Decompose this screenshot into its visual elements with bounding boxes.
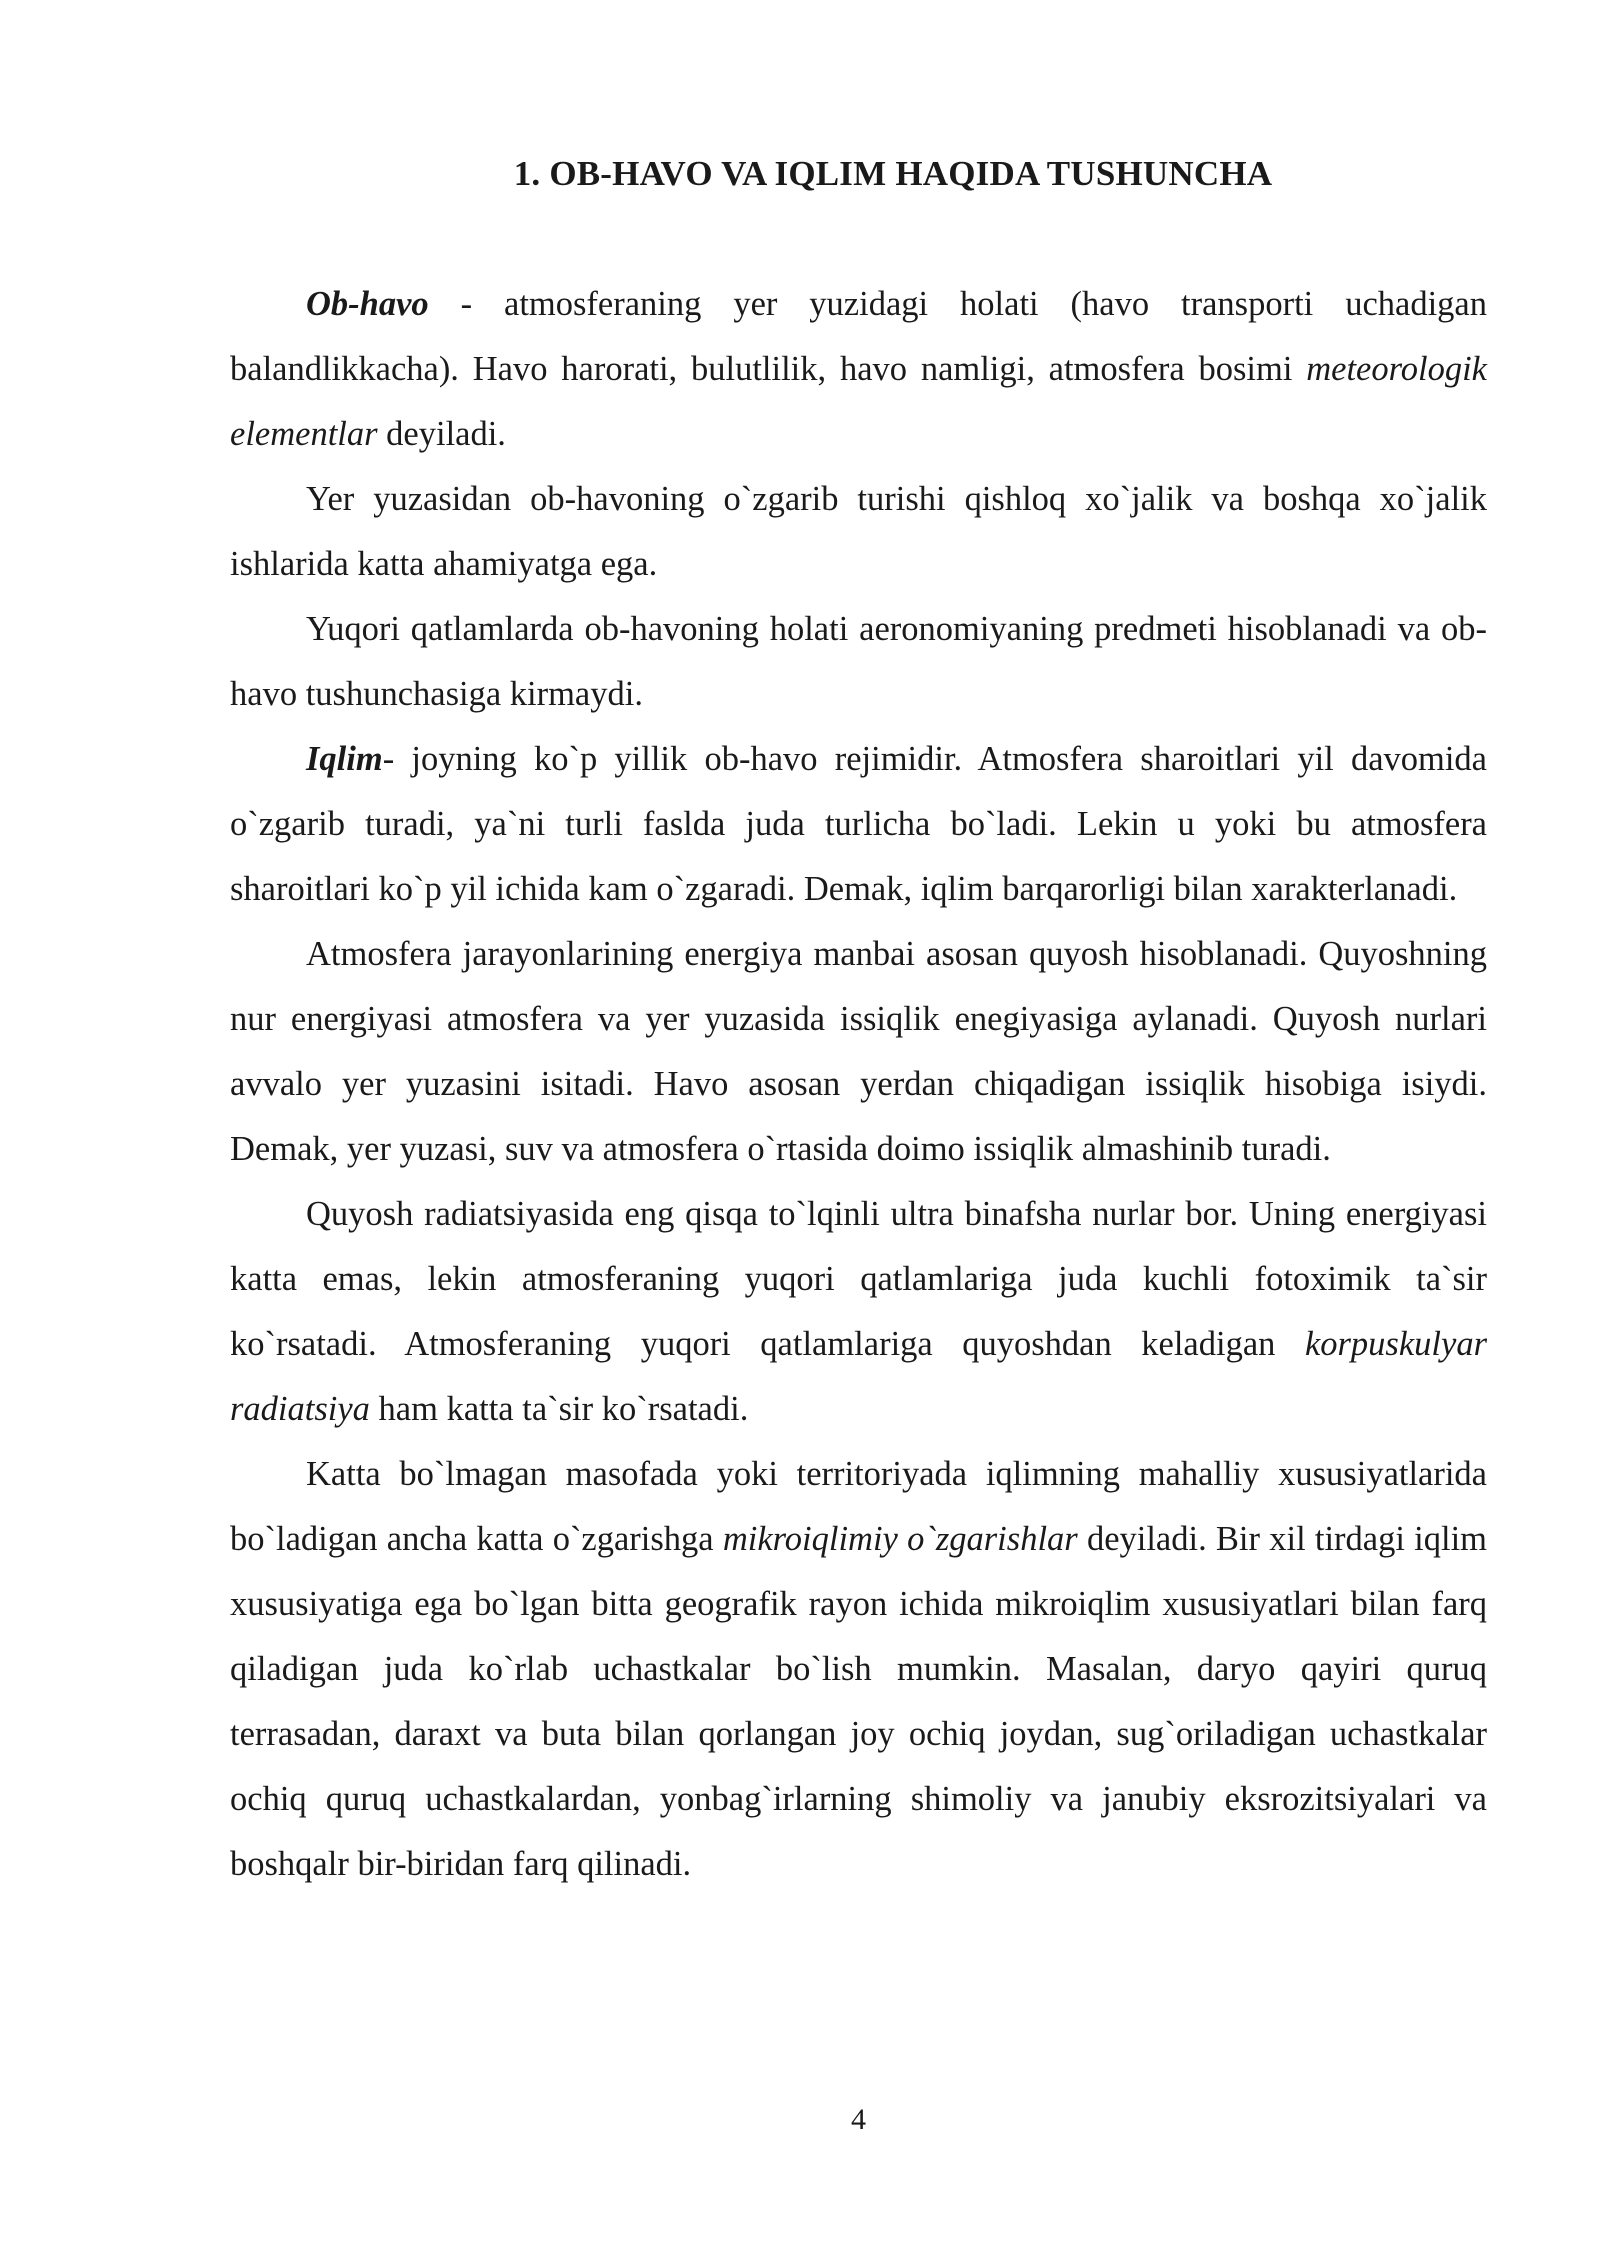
body-text	[230, 272, 1487, 1897]
paragraph-5: Atmosfera jarayonlarining energiya manbai asosan quyosh hisoblanadi. Quyoshning nur energiyasi atmosfera va yer yuzasida issiqlik enegiyasiga aylanadi. Quyosh nurlari avvalo yer yuzasini isitadi. Havo asosan yerdan chiqadigan issiqlik hisobiga isiydi. Demak, yer yuzasi, suv va atmosfera o`rtasida doimo issiqlik almashinib turadi.	[230, 935, 1487, 1168]
italic-term: meteorologik elementlar	[230, 350, 1487, 453]
italic-term: mikroiqlimiy o`zgarishlar	[722, 1520, 1078, 1558]
paragraph-6	[230, 1182, 1487, 1442]
paragraph-2: Yer yuzasidan ob-havoning o`zgarib turishi qishloq xo`jalik va boshqa xo`jalik ishlarida katta ahamiyatga ega.	[230, 480, 1487, 583]
paragraph-text: Katta bo`lmagan masofada yoki territoriyada iqlimning mahalliy xususiyatlarida bo`ladigan ancha katta o`zgarishga	[230, 1455, 1487, 1558]
paragraph-text: - joyning ko`p yillik ob-havo rejimidir. Atmosfera sharoitlari yil davomida o`zgarib turadi, ya`ni turli faslda juda turlicha bo`ladi. Lekin u yoki bu atmosfera sharoitlari ko`p yil ichida kam o`zgaradi. Demak, iqlim barqarorligi bilan xarakterlanadi.	[230, 740, 1487, 908]
paragraph-ob-havo	[230, 272, 1487, 467]
italic-term: korpuskulyar radiatsiya	[230, 1325, 1487, 1428]
term-iqlim: Iqlim	[306, 740, 383, 778]
page-title: 1. OB-HAVO VA IQLIM HAQIDA TUSHUNCHA	[513, 154, 1273, 193]
page-number: 4	[851, 2103, 866, 2136]
paragraph-text: Quyosh radiatsiyasida eng qisqa to`lqinli ultra binafsha nurlar bor. Uning energiyasi katta emas, lekin atmosferaning yuqori qatlamlariga juda kuchli fotoximik ta`sir ko`rsatadi. Atmosferaning yuqori qatlamlariga quyoshdan keladigan	[230, 1195, 1487, 1363]
paragraph-text: ham katta ta`sir ko`rsatadi.	[369, 1390, 749, 1428]
paragraph-text: deyiladi.	[377, 415, 506, 453]
paragraph-iqlim	[230, 727, 1487, 922]
paragraph-text: deyiladi. Bir xil tirdagi iqlim xususiyatiga ega bo`lgan bitta geografik rayon ichida mikroiqlim xususiyatlari bilan farq qiladigan juda ko`rlab uchastkalar bo`lish mumkin. Masalan, daryo qayiri quruq terrasadan, daraxt va buta bilan qorlangan joy ochiq joydan, sug`oriladigan uchastkalar ochiq quruq uchastkalardan, yonbag`irlarning shimoliy va janubiy eksrozitsiyalari va boshqalr bir-biridan farq qilinadi.	[230, 1520, 1487, 1883]
paragraph-3: Yuqori qatlamlarda ob-havoning holati aeronomiyaning predmeti hisoblanadi va ob-havo tushunchasiga kirmaydi.	[230, 610, 1487, 713]
paragraph-7	[230, 1442, 1487, 1897]
paragraph-text: - atmosferaning yer yuzidagi holati (havo transporti uchadigan balandlikkacha). Havo harorati, bulutlilik, havo namligi, atmosfera bosimi	[230, 285, 1487, 388]
term-ob-havo: Ob-havo	[306, 285, 429, 323]
